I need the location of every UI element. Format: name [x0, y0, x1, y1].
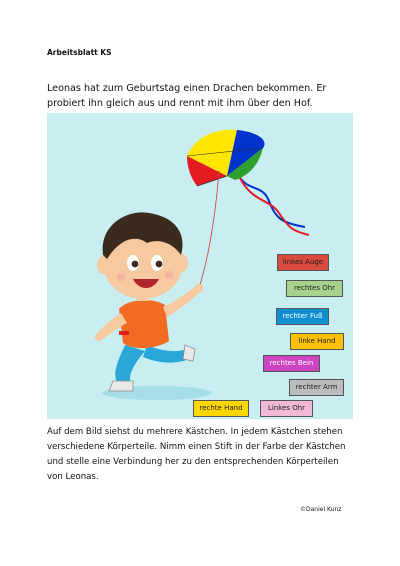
kite-string	[199, 171, 219, 288]
author-credit: ©Daniel Kunz	[300, 506, 342, 513]
intro-paragraph: Leonas hat zum Geburtstag einen Drachen bekommen. Er probiert ihn gleich aus und rennt mit ihm über den Hof.	[47, 83, 327, 109]
page-title: Arbeitsblatt KS	[47, 48, 112, 57]
label-linkes-ohr: Linkes Ohr	[260, 400, 313, 417]
kite	[187, 130, 265, 186]
label-rechtes-ohr: rechtes Ohr	[286, 280, 343, 297]
label-linke-hand: linke Hand	[290, 333, 344, 350]
label-rechtes-bein: rechtes Bein	[263, 355, 320, 372]
boy	[95, 212, 204, 391]
instructions-paragraph: Auf dem Bild siehst du mehrere Kästchen. In jedem Kästchen stehen verschiedene Körperteile. Nimm einen Stift in der Farbe der Kästchen und stelle eine Verbindung her zu den entsprechenden Körperteilen von Leonas.	[47, 427, 346, 482]
label-rechter-arm: rechter Arm	[289, 379, 344, 396]
label-linkes-auge: linkes Auge	[277, 254, 329, 271]
kite-tail-blue	[237, 173, 305, 227]
label-rechte-hand: rechte Hand	[193, 400, 249, 417]
label-rechter-fuss: rechter Fuß	[276, 308, 329, 325]
illustration-panel	[47, 113, 353, 419]
